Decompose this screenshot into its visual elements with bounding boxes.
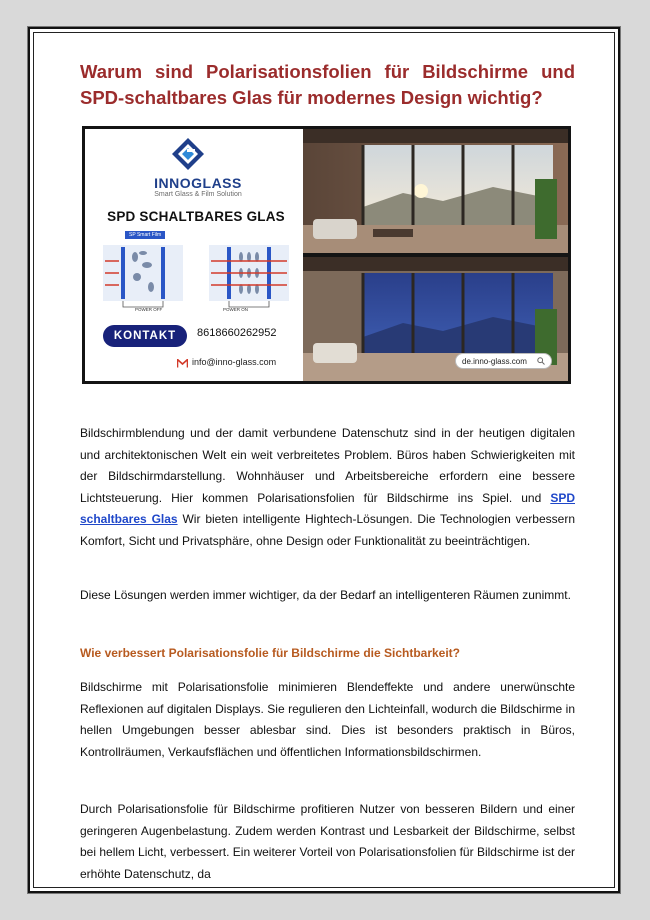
paragraph-intro-text-end: Wir bieten intelligente Hightech-Lösungen. Die Technologien verbessern Komfort, Sicht und Privatsphäre, ohne Design oder Funktionalität zu beeinträchtigen. [80, 512, 575, 548]
paragraph-intro-text: Bildschirmblendung und der damit verbundene Datenschutz sind in der heutigen digitalen und architektonischen Welt ein weit verbreitetes Problem. Büros haben Schwierigkeiten mit der Bildschirmdarstellung. Wohnhäuser und Arbeitsbereiche erfordern eine bessere Lichtsteuerung. Hier kommen Polarisationsfolien für Bildschirme ins Spiel. und [80, 426, 575, 505]
website-url: de.inno-glass.com [462, 356, 527, 366]
email-address: info@inno-glass.com [192, 357, 277, 367]
banner-info-panel [85, 129, 303, 381]
diagram-caption-off: POWER OFF [135, 307, 163, 312]
paragraph-benefits: Durch Polarisationsfolie für Bildschirme profitieren Nutzer von besseren Bildern und einer geringeren Augenbelastung. Zudem werden Kontrast und Lesbarkeit der Bildschirme, selbst bei hellem Licht, verbessert. Ein weiterer Vorteil von Polarisationsfolien für Bildschirme ist der erhöhte Datenschutz, da [80, 802, 575, 881]
document-title: Warum sind Polarisationsfolien für Bildschirme und SPD-schaltbares Glas für modernes Design wichtig? [80, 61, 575, 108]
banner-heading: SPD SCHALTBARES GLAS [107, 209, 285, 224]
paragraph-intro [80, 423, 575, 552]
spd-glass-link[interactable]: SPD schaltbares Glas [80, 490, 575, 526]
contact-button: KONTAKT [103, 325, 187, 347]
paragraph-demand: Diese Lösungen werden immer wichtiger, da der Bedarf an intelligenteren Räumen zunimmt. [80, 588, 571, 602]
logo-wordmark: INNOGLASS [154, 175, 242, 191]
website-url-badge [455, 353, 552, 369]
innoglass-logo-icon [171, 137, 205, 171]
diagram-caption-on: POWER ON [223, 307, 249, 312]
mail-icon [177, 359, 188, 368]
section-heading: Wie verbessert Polarisationsfolie für Bildschirme die Sichtbarkeit? [80, 646, 461, 660]
product-banner-image [82, 126, 571, 384]
document-page [28, 27, 620, 893]
phone-number: 8618660262952 [197, 327, 277, 339]
diagram-badge: SP Smart Film [125, 231, 165, 239]
paragraph-visibility: Bildschirme mit Polarisationsfolie minimieren Blendeffekte und andere unerwünschte Reflexionen auf digitalen Displays. Sie regulieren den Lichteinfall, wodurch die Bildschirme in hellen Umgebungen besser ablesbar sind. Dies ist besonders praktisch in Büros, Kontrollräumen, Verkaufsflächen und öffentlichen Informationsbildschirmen. [80, 680, 575, 759]
room-photos-image [303, 129, 568, 381]
search-icon [537, 357, 545, 365]
spd-film-diagram-icon [99, 229, 295, 313]
logo-tagline: Smart Glass & Film Solution [154, 191, 242, 198]
